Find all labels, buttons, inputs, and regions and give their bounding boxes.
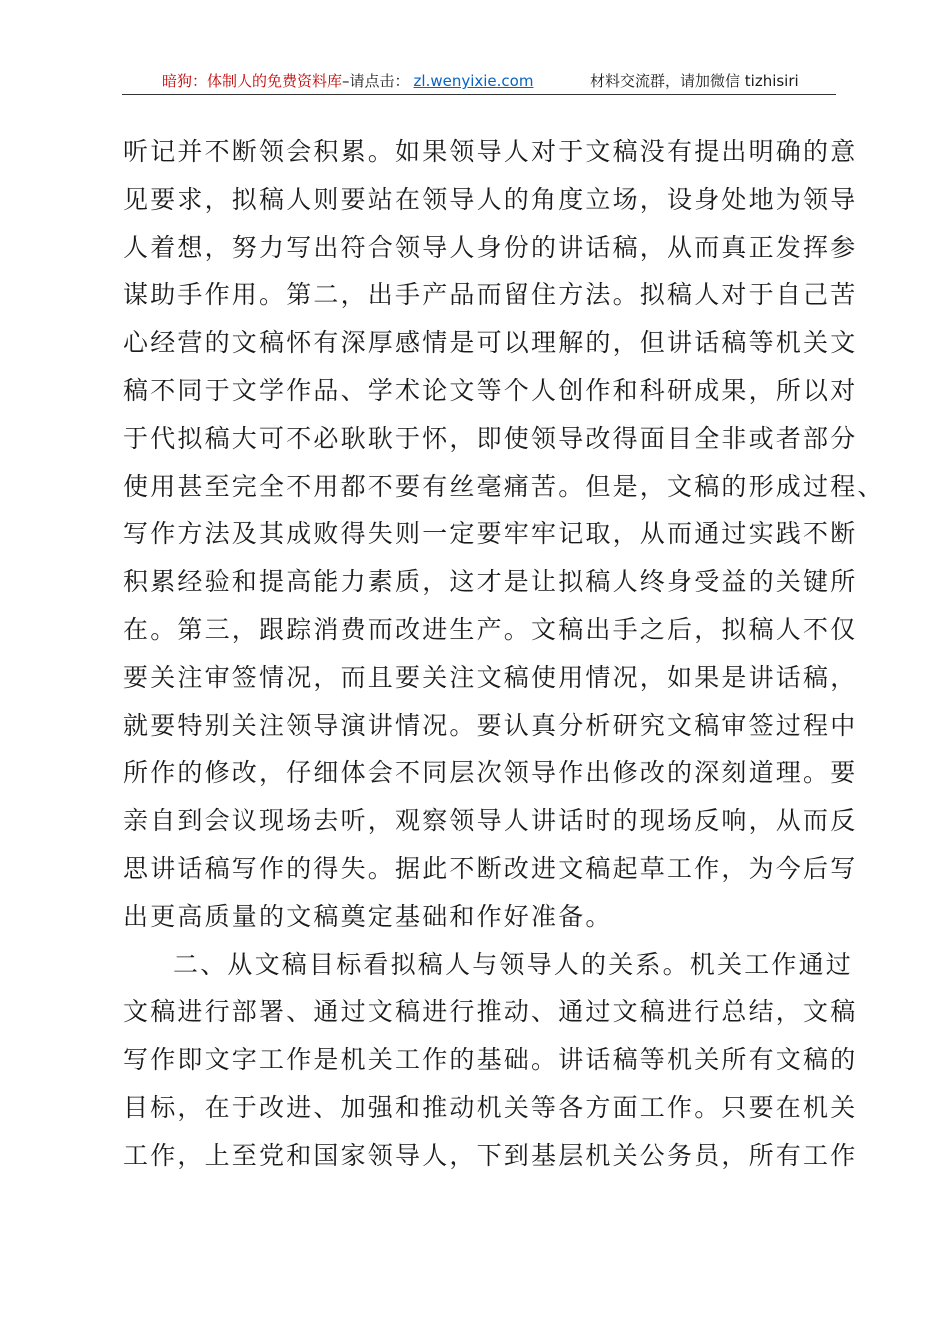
- text-line: 稿不同于文学作品、学术论文等个人创作和科研成果，所以对: [123, 375, 858, 405]
- text-line: 工作，上至党和国家领导人，下到基层机关公务员，所有工作: [123, 1140, 858, 1170]
- text-line: 使用甚至完全不用都不要有丝毫痛苦。但是，文稿的形成过程、: [123, 471, 885, 501]
- text-line: 谋助手作用。第二，出手产品而留住方法。拟稿人对于自己苦: [123, 280, 858, 310]
- section-heading-line: 二、从文稿目标看拟稿人与领导人的关系。机关工作通过: [173, 949, 854, 979]
- page-header: [122, 66, 836, 95]
- text-line: 写作方法及其成败得失则一定要牢牢记取，从而通过实践不断: [123, 519, 858, 549]
- document-body: [123, 128, 885, 1180]
- header-brand-line: [162, 70, 533, 91]
- brand-text: 暗狗：体制人的免费资料库: [162, 72, 343, 90]
- contact-info: 材料交流群，请加微信 tizhisiri: [590, 72, 799, 90]
- text-line: 写作即文字工作是机关工作的基础。讲话稿等机关所有文稿的: [123, 1045, 858, 1075]
- text-line: 人着想，努力写出符合领导人身份的讲话稿，从而真正发挥参: [123, 232, 858, 262]
- website-link[interactable]: zl.wenyixie.com: [413, 72, 534, 90]
- text-line: 积累经验和提高能力素质，这才是让拟稿人终身受益的关键所: [123, 567, 858, 597]
- text-line: 出更高质量的文稿奠定基础和作好准备。: [123, 901, 613, 931]
- text-line: 在。第三，跟踪消费而改进生产。文稿出手之后，拟稿人不仅: [123, 614, 858, 644]
- text-line: 思讲话稿写作的得失。据此不断改进文稿起草工作，为今后写: [123, 853, 858, 883]
- text-line: 要关注审签情况，而且要关注文稿使用情况，如果是讲话稿，: [123, 662, 858, 692]
- text-line: 于代拟稿大可不必耿耿于怀，即使领导改得面目全非或者部分: [123, 423, 858, 453]
- text-line: 亲自到会议现场去听，观察领导人讲话时的现场反响，从而反: [123, 806, 858, 836]
- text-line: 文稿进行部署、通过文稿进行推动、通过文稿进行总结，文稿: [123, 997, 858, 1027]
- text-line: 见要求，拟稿人则要站在领导人的角度立场，设身处地为领导: [123, 184, 858, 214]
- text-line: 就要特别关注领导演讲情况。要认真分析研究文稿审签过程中: [123, 710, 858, 740]
- text-line: 目标，在于改进、加强和推动机关等各方面工作。只要在机关: [123, 1092, 858, 1122]
- text-line: 所作的修改，仔细体会不同层次领导作出修改的深刻道理。要: [123, 758, 858, 788]
- text-line: 听记并不断领会积累。如果领导人对于文稿没有提出明确的意: [123, 137, 858, 166]
- text-line: 心经营的文稿怀有深厚感情是可以理解的，但讲话稿等机关文: [123, 328, 858, 358]
- click-prompt: –请点击：: [342, 72, 410, 90]
